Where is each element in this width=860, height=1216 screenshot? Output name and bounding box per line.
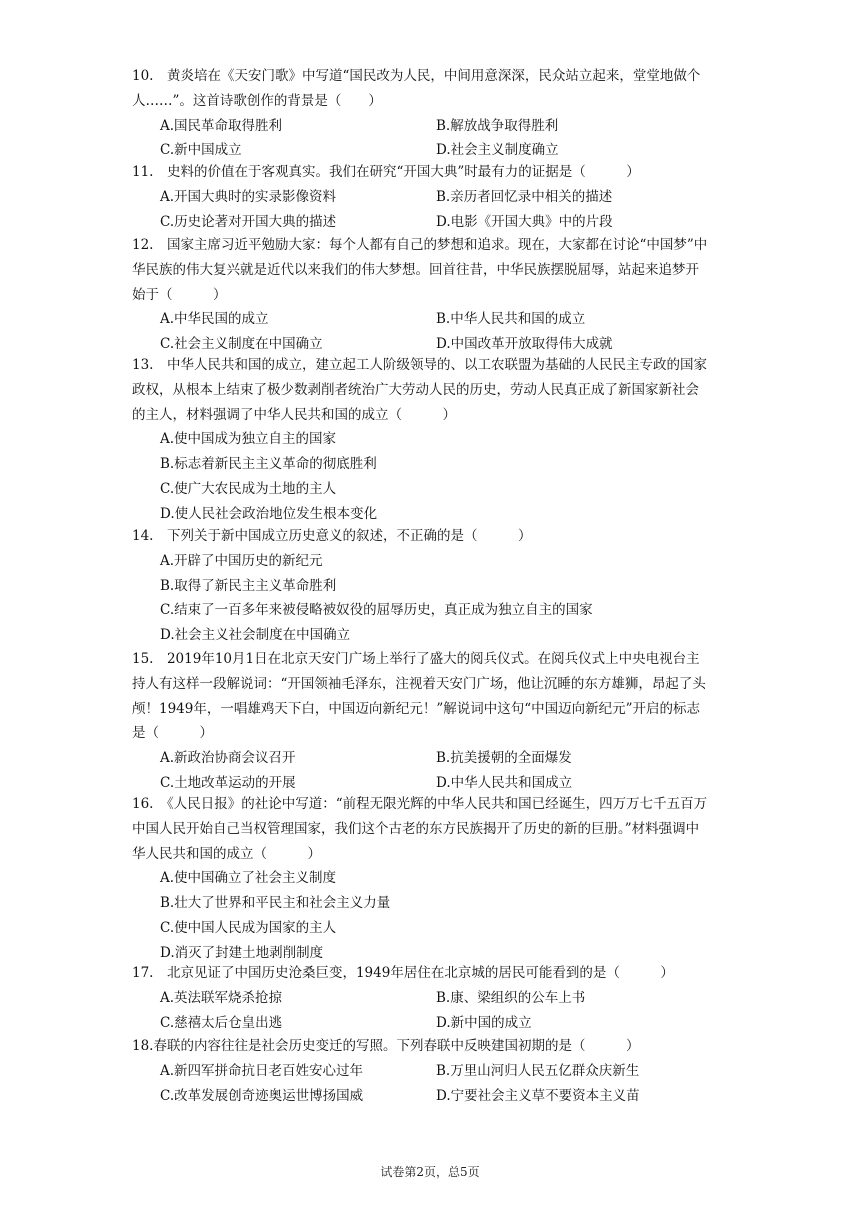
question-stem: 10. 黄炎培在《天安门歌》中写道“国民改为人民，中间用意深深，民众站立起来，堂堂地做个人……”。这首诗歌创作的背景是（ ） <box>132 68 701 109</box>
option-a: A.中华民国的成立 <box>160 311 269 328</box>
question-stem: 13. 中华人民共和国的成立，建立起工人阶级领导的、以工农联盟为基础的人民民主专政的国家政权，从根本上结束了极少数剥削者统治广大劳动人民的历史，劳动人民真正成了新国家新社会的主人，材料强调了中华人民共和国的成立（ ） <box>132 357 707 423</box>
option-d: D.宁要社会主义草不要资本主义苗 <box>436 1087 640 1104</box>
question-10 <box>132 64 712 163</box>
option-a: A.开辟了中国历史的新纪元 <box>160 552 323 569</box>
option-list <box>132 866 712 965</box>
question-stem: 11. 史料的价值在于客观真实。我们在研究“开国大典”时最有力的证据是（ ） <box>132 164 640 180</box>
option-c: C.社会主义制度在中国确立 <box>160 336 323 353</box>
option-list <box>132 1059 712 1109</box>
page-footer: 试卷第2页，总5页 <box>380 1165 480 1179</box>
question-18 <box>132 1034 712 1108</box>
option-b: B.标志着新民主主义革命的彻底胜利 <box>160 456 377 473</box>
option-c: C.使广大农民成为土地的主人 <box>160 480 337 497</box>
option-d: D.社会主义社会制度在中国确立 <box>160 627 351 644</box>
option-a: A.使中国成为独立自主的国家 <box>160 431 337 448</box>
option-b: B.康、梁组织的公车上书 <box>436 989 586 1006</box>
option-list <box>132 986 712 1036</box>
option-d: D.电影《开国大典》中的片段 <box>436 213 613 230</box>
option-a: A.英法联军烧杀抢掠 <box>160 989 283 1006</box>
option-d: D.中国改革开放取得伟大成就 <box>436 336 613 353</box>
question-14 <box>132 524 712 648</box>
option-d: D.新中国的成立 <box>436 1014 532 1031</box>
question-13 <box>132 353 712 527</box>
option-list <box>132 746 712 796</box>
option-c: C.结束了一百多年来被侵略被奴役的屈辱历史，真正成为独立自主的国家 <box>160 602 593 619</box>
option-a: A.新政治协商会议召开 <box>160 750 296 767</box>
option-c: C.土地改革运动的开展 <box>160 774 296 791</box>
option-c: C.新中国成立 <box>160 142 242 159</box>
question-stem: 16. 《人民日报》的社论中写道：“前程无限光辉的中华人民共和国已经诞生，四万万七千五百万中国人民开始自己当权管理国家，我们这个古老的东方民族揭开了历史的新的巨册。”材料强调中华人民共和国的成立（ ） <box>132 796 708 862</box>
option-list <box>132 427 712 526</box>
option-c: C.历史论著对开国大典的描述 <box>160 213 337 230</box>
option-d: D.社会主义制度确立 <box>436 142 559 159</box>
option-list <box>132 114 712 164</box>
question-17 <box>132 961 712 1035</box>
question-12 <box>132 233 712 357</box>
option-b: B.中华人民共和国的成立 <box>436 311 586 328</box>
option-list <box>132 307 712 357</box>
option-d: D.使人民社会政治地位发生根本变化 <box>160 505 378 522</box>
question-15 <box>132 647 712 796</box>
option-b: B.解放战争取得胜利 <box>436 117 559 134</box>
option-d: D.中华人民共和国成立 <box>436 774 573 791</box>
question-11 <box>132 160 712 234</box>
question-stem: 12. 国家主席习近平勉励大家：每个人都有自己的梦想和追求。现在，大家都在讨论“中国梦”中华民族的伟大复兴就是近代以来我们的伟大梦想。回首往昔，中华民族摆脱屈辱，站起来追梦开始于（ ） <box>132 237 708 303</box>
option-a: A.新四军拼命抗日老百姓安心过年 <box>160 1062 364 1079</box>
option-d: D.消灭了封建土地剥削制度 <box>160 944 324 961</box>
question-16 <box>132 792 712 966</box>
option-a: A.使中国确立了社会主义制度 <box>160 870 337 887</box>
option-c: C.改革发展创奇迹奥运世博扬国威 <box>160 1087 364 1104</box>
option-c: C.慈禧太后仓皇出逃 <box>160 1014 283 1031</box>
option-list <box>132 185 712 235</box>
question-stem: 18.春联的内容往往是社会历史变迁的写照。下列春联中反映建国初期的是（ ） <box>132 1038 640 1054</box>
question-stem: 15. 2019年10月1日在北京天安门广场上举行了盛大的阅兵仪式。在阅兵仪式上中央电视台主持人有这样一段解说词：“开国领袖毛泽东，注视着天安门广场，他让沉睡的东方雄狮，昂起了头颅！1949年，一唱雄鸡天下白，中国迈向新纪元！”解说词中这句“中国迈向新纪元”开启的标志是（ ） <box>132 651 706 742</box>
question-stem: 17. 北京见证了中国历史沧桑巨变，1949年居住在北京城的居民可能看到的是（ ） <box>132 965 674 981</box>
option-a: A.国民革命取得胜利 <box>160 117 283 134</box>
option-a: A.开国大典时的实录影像资料 <box>160 188 337 205</box>
option-b: B.万里山河归人民五亿群众庆新生 <box>436 1062 640 1079</box>
option-b: B.壮大了世界和平民主和社会主义力量 <box>160 895 391 912</box>
option-c: C.使中国人民成为国家的主人 <box>160 919 337 936</box>
option-b: B.抗美援朝的全面爆发 <box>436 750 572 767</box>
option-b: B.取得了新民主主义革命胜利 <box>160 577 337 594</box>
option-list <box>132 549 712 648</box>
option-b: B.亲历者回忆录中相关的描述 <box>436 188 613 205</box>
question-stem: 14. 下列关于新中国成立历史意义的叙述，不正确的是（ ） <box>132 528 532 544</box>
